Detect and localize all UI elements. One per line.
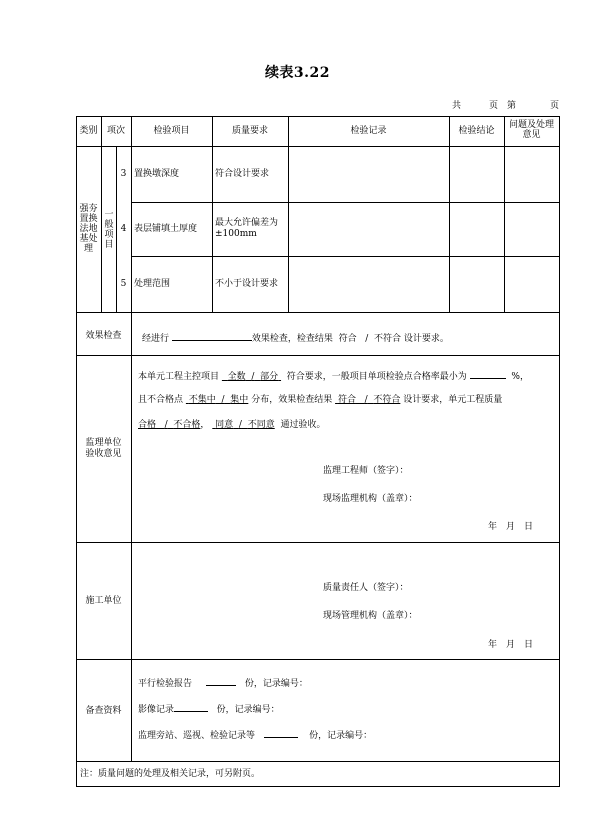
row-5-item: 处理范围 — [134, 279, 171, 289]
supervision-date: 年 月 日 — [488, 522, 534, 532]
supervision-agency-seal: 现场监理机构（盖章）： — [323, 494, 418, 504]
construction-responsible-signature: 质量责任人（签字）： — [323, 583, 409, 593]
row-5-no: 5 — [120, 279, 127, 289]
effect-check-label: 效果检查 — [85, 331, 122, 341]
row-4-no: 4 — [120, 224, 127, 234]
page-unit-label: 页 — [489, 101, 499, 111]
row-4-requirement-line1: 最大允许偏差为 — [215, 218, 279, 228]
group-label: 一般项目 — [104, 210, 114, 250]
header-inspection-record: 检验记录 — [350, 126, 387, 136]
header-issues-line1: 问题及处理 — [508, 120, 554, 130]
header-item-no: 项次 — [106, 126, 125, 136]
row-4-requirement-line2: ±100mm — [215, 229, 257, 239]
row-3-requirement: 符合设计要求 — [215, 169, 270, 179]
row-3-no: 3 — [120, 169, 127, 179]
row-5-requirement: 不小于设计要求 — [215, 279, 279, 289]
effect-check-sentence: 经进行 效果检查，检查结果 符合 / 不符合 设计要求。 — [142, 331, 449, 345]
footer-note: 注：质量问题的处理及相关记录，可另附页。 — [80, 769, 261, 779]
supervision-line2: 且不合格点 不集中 / 集中 分布，效果检查结果 符合 / 不符合 设计要求，单元工程质量 — [138, 395, 503, 405]
backup-label: 备查资料 — [85, 706, 122, 716]
page-total-label: 共 — [452, 101, 462, 111]
row-4-item: 表层铺填土厚度 — [134, 224, 198, 234]
page-unit-label-2: 页 — [550, 101, 560, 111]
header-inspection-result: 检验结论 — [458, 126, 495, 136]
supervision-engineer-signature: 监理工程师（签字）： — [323, 466, 409, 476]
row-3-item: 置换墩深度 — [134, 169, 180, 179]
construction-agency-seal: 现场管理机构（盖章）： — [323, 611, 418, 621]
header-category: 类别 — [79, 126, 98, 136]
form-title: 续表3.22 — [264, 65, 331, 81]
backup-line1: 平行检验报告 份，记录编号： — [138, 676, 308, 690]
supervision-line3: 合格 / 不合格， 同意 / 不同意 通过验收。 — [138, 420, 326, 430]
backup-line2: 影像记录 份，记录编号： — [138, 702, 280, 716]
header-issues-line2: 意见 — [522, 130, 541, 140]
supervision-label-line1: 监理单位 — [85, 438, 122, 448]
supervision-line1: 本单元工程主控项目 全数 / 部分 符合要求，一般项目单项检验点合格率最小为 %， — [138, 369, 529, 383]
supervision-label-line2: 验收意见 — [85, 449, 122, 459]
construction-label: 施工单位 — [85, 596, 122, 606]
header-quality-requirement: 质量要求 — [231, 126, 268, 136]
construction-date: 年 月 日 — [488, 640, 534, 650]
backup-line3: 监理旁站、巡视、检验记录等 份，记录编号： — [138, 728, 372, 742]
header-inspection-item: 检验项目 — [153, 126, 190, 136]
page-nth-label: 第 — [507, 101, 517, 111]
